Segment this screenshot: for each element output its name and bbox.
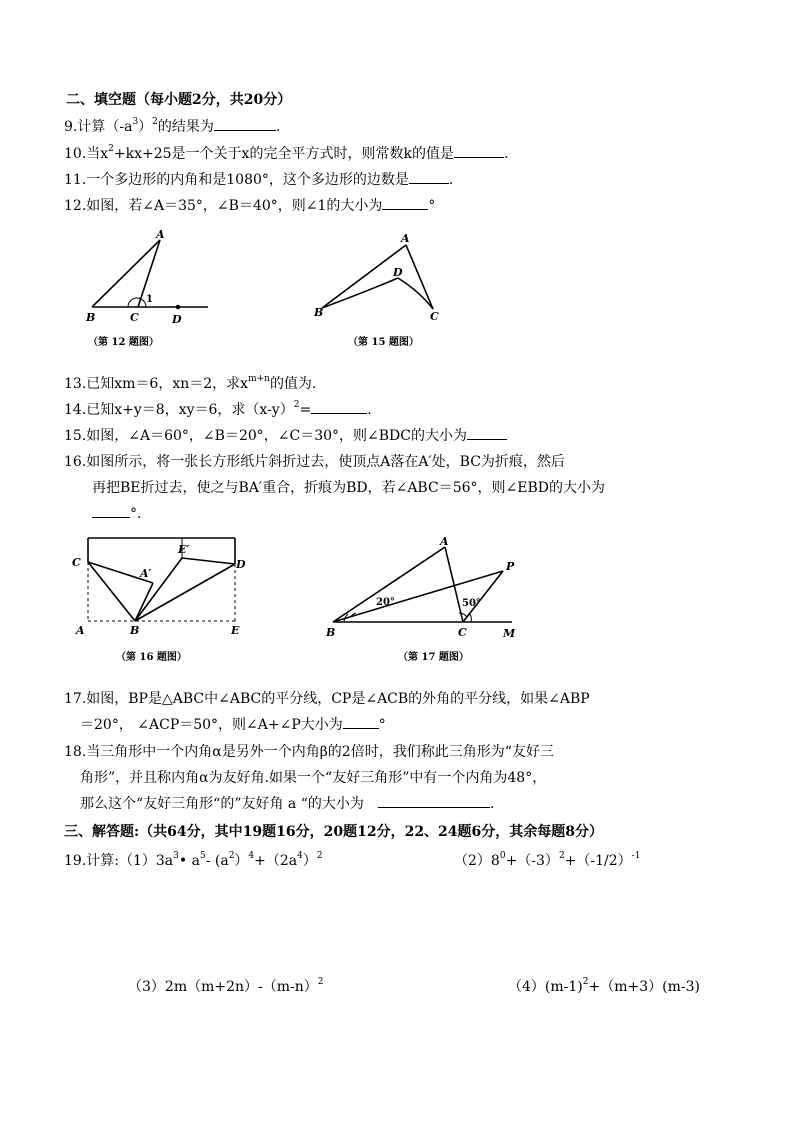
question-13 (64, 375, 316, 393)
fig12-label-C: C (130, 311, 139, 324)
q13-text2: 的值为. (269, 376, 317, 392)
fig12-label-A: A (156, 228, 165, 241)
question-16-line1: 16.如图所示，将一张长方形纸片斜折过去，使顶点A落在A′处，BC为折痕，然后 (64, 454, 565, 470)
q19p4-b: 2 (582, 977, 589, 988)
answer-blank-18[interactable] (378, 795, 490, 808)
q11-period: . (448, 172, 454, 188)
q9-exp2: 2 (152, 117, 158, 128)
q9-exp1: 3 (132, 117, 139, 128)
figure-15 (322, 245, 433, 309)
q9-text2: 的结果为 (157, 119, 214, 135)
question-17-line1: 17.如图，BP是△ABC中∠ABC的平分线，CP是∠ACB的外角的平分线，如果∠ABP (64, 691, 590, 707)
q19p1-e: - (a (205, 853, 229, 869)
question-16-line3 (92, 505, 141, 523)
q19p2-c: +（-3） (505, 853, 559, 869)
q10-exp: 2 (108, 144, 114, 155)
q19p2-e: +（-1/2） (564, 853, 632, 869)
q19p1-g: ） (234, 853, 249, 869)
fig15-label-D: D (393, 266, 403, 279)
q15-text: 15.如图，∠A＝60°，∠B＝20°，∠C＝30°，则∠BDC的大小为 (64, 428, 467, 444)
figure-17 (333, 547, 512, 622)
q14-eq: = (299, 402, 312, 418)
caption-fig16: （第 16 题图） (116, 652, 187, 663)
q14-period: . (367, 402, 372, 418)
q9-paren: ） (138, 119, 153, 135)
question-19-part-4 (508, 978, 700, 996)
fig12-label-1: 1 (146, 294, 153, 305)
question-18-line1: 18.当三角形中一个内角α是另外一个内角β的2倍时，我们称此三角形为“友好三 (64, 744, 554, 760)
q19p4-a: （4）(m-1) (508, 979, 583, 995)
q19p1-b: 3 (173, 851, 179, 862)
q19p2-f: -1 (631, 851, 641, 862)
question-18-line3 (80, 795, 494, 813)
question-16-line2: 再把BE折过去，使之与BA′重合，折痕为BD，若∠ABC＝56°，则∠EBD的大小为 (92, 480, 605, 496)
fig16-label-B: B (130, 624, 140, 637)
question-18-line2: 角形”，并且称内角α为友好角.如果一个“友好三角形”中有一个内角为48°， (80, 770, 547, 786)
q14-exp: 2 (293, 400, 300, 411)
caption-fig12: （第 12 题图） (88, 337, 159, 348)
q12-degree: ° (428, 198, 436, 214)
fig16-label-E: E (231, 624, 240, 637)
q19p3-a: （3）2m（m+2n）-（m-n） (128, 979, 318, 995)
q10-period: . (503, 146, 509, 162)
fig12-label-B: B (86, 311, 96, 324)
q16-degree: °. (130, 506, 142, 522)
q12-text: 12.如图，若∠A＝35°，∠B＝40°，则∠1的大小为 (64, 198, 383, 214)
fig17-label-B: B (326, 626, 336, 639)
q19p2-a: （2）8 (454, 853, 500, 869)
caption-fig15: （第 15 题图） (348, 337, 419, 348)
answer-blank-14[interactable] (311, 401, 367, 414)
q19p1-f: 2 (228, 851, 235, 862)
section-heading-solutions: 三、解答题:（共64分，其中19题16分，20题12分，22、24题6分，其余每题8分） (64, 824, 604, 840)
fig16-label-Ap: A′ (140, 567, 152, 580)
q19p4-c: +（m+3）(m-3) (588, 979, 700, 995)
fig16-label-D: D (236, 558, 246, 571)
question-19-part-3 (128, 978, 324, 996)
fig17-label-C: C (458, 626, 467, 639)
q11-text: 11.一个多边形的内角和是1080°，这个多边形的边数是 (64, 172, 409, 188)
q10-text: 10.当x (64, 146, 109, 162)
q18-period: . (489, 796, 495, 812)
q19p1-k: ） (302, 853, 317, 869)
fig16-label-C: C (72, 556, 81, 569)
q19p1-d: 5 (199, 851, 206, 862)
fig12-label-D: D (172, 313, 182, 326)
q19p1-a: 19.计算:（1）3a (64, 853, 174, 869)
fig15-label-B: B (314, 306, 324, 319)
q17-degree: ° (378, 717, 386, 733)
q19p3-b: 2 (317, 977, 324, 988)
q17-text: ＝20°， ∠ACP＝50°，则∠A+∠P大小为 (80, 717, 343, 733)
question-15 (64, 427, 507, 445)
q10-text2: +kx+25是一个关于x的完全平方式时，则常数k的值是 (113, 146, 454, 162)
fig17-angle-20: 20° (376, 597, 395, 608)
q9-period: . (275, 119, 281, 135)
answer-blank-16[interactable] (92, 505, 130, 518)
q18-text: 那么这个“友好三角形“的”友好角 a “的大小为 (80, 796, 364, 812)
fig15-label-A: A (401, 232, 410, 245)
question-17-line2 (80, 716, 386, 734)
question-14 (64, 401, 372, 419)
fig17-label-M: M (503, 627, 516, 640)
answer-blank-15[interactable] (467, 427, 507, 440)
fig16-label-A: A (76, 624, 85, 637)
q14-text: 14.已知x+y＝8，xy＝6，求（x-y） (64, 402, 294, 418)
q19p1-c: • a (178, 853, 200, 869)
q19p2-b: 0 (499, 851, 506, 862)
question-19-part-1 (64, 852, 323, 870)
fig16-label-Ep: E′ (178, 543, 190, 556)
q19p1-h: 4 (248, 851, 255, 862)
q9-text: 9.计算（-a (64, 119, 133, 135)
caption-fig17: （第 17 题图） (398, 652, 469, 663)
question-19-part-2 (454, 852, 640, 870)
q19p1-i: +（2a (254, 853, 298, 869)
figure-16 (88, 538, 235, 621)
fig17-label-P: P (506, 560, 515, 573)
q13-exp: m+n (248, 374, 270, 385)
q19p1-j: 4 (297, 851, 303, 862)
q19p2-d: 2 (558, 851, 565, 862)
answer-blank-17[interactable] (343, 716, 379, 729)
fig15-label-C: C (430, 310, 439, 323)
section-heading-fill-in: 二、填空题（每小题2分，共20分） (66, 92, 292, 108)
fig17-angle-50: 50° (462, 598, 481, 609)
fig17-label-A: A (440, 535, 449, 548)
q19p1-l: 2 (316, 851, 323, 862)
q13-text: 13.已知xm＝6，xn＝2，求x (64, 376, 249, 392)
